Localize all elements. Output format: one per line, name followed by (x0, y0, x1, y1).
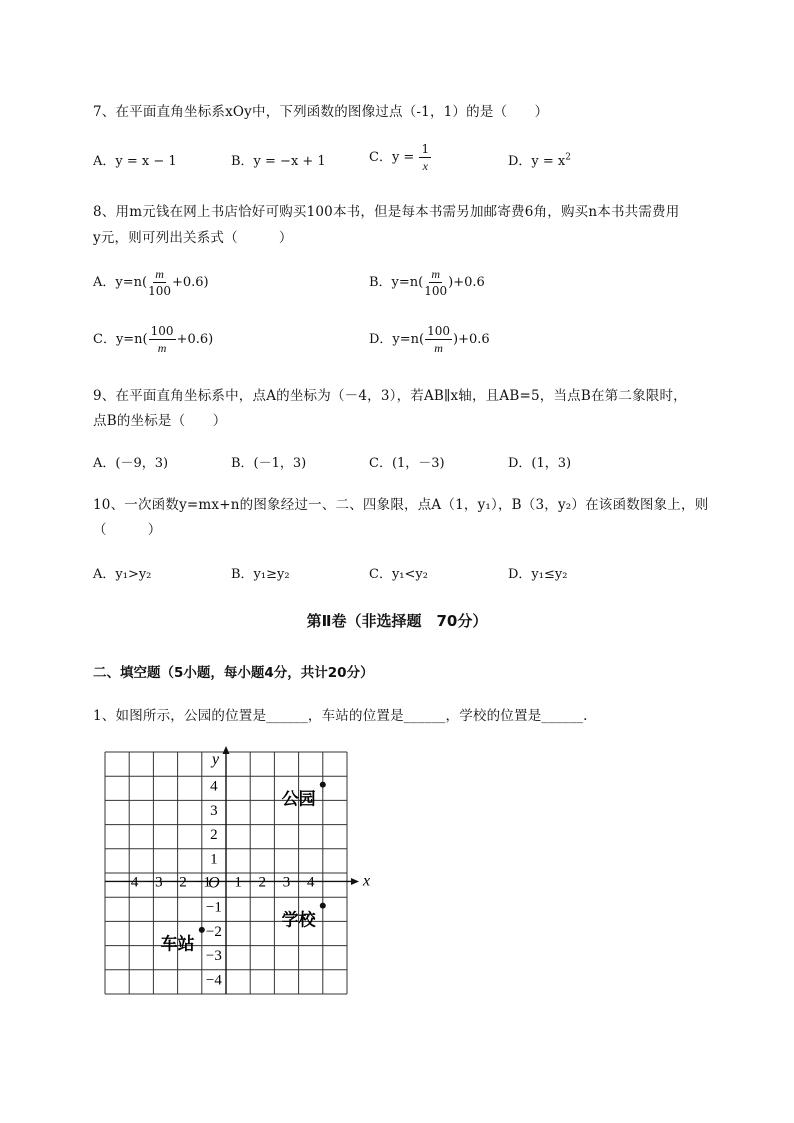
q8-c-post: +0.6) (176, 332, 214, 347)
fraction-numerator: 1 (421, 142, 430, 156)
coordinate-grid-figure (95, 745, 370, 1005)
q8-option-b (369, 268, 485, 297)
q7-stem: 7、在平面直角坐标系xOy中，下列函数的图像过点（-1，1）的是（ ） (93, 104, 549, 120)
fraction-denominator: m (434, 341, 443, 355)
place-point (320, 782, 326, 788)
q10-stem-line2: （ ） (93, 522, 162, 538)
origin-label: O (208, 874, 220, 892)
fraction-denominator: m (157, 341, 167, 355)
q7-option-c-fraction (419, 143, 431, 172)
y-tick-label: 4 (210, 778, 218, 795)
place-label: 车站 (160, 934, 195, 955)
q8-option-a (93, 268, 209, 297)
q8-d-fraction (425, 325, 452, 354)
q7-option-c-prefix: C．y = (369, 150, 415, 165)
q9-option-c: C．(1，－3) (369, 456, 445, 471)
q9-option-d: D．(1，3) (508, 456, 572, 471)
fraction-denominator: x (422, 159, 428, 173)
place-markers (161, 782, 326, 955)
q8-c-fraction (149, 325, 176, 354)
q9-stem-line1: 9、在平面直角坐标系中，点A的坐标为（－4，3），若AB∥x轴，且AB=5，当点B在第二象限时， (93, 388, 687, 404)
x-tick-label: 2 (258, 874, 267, 891)
fraction-denominator: 100 (148, 284, 171, 298)
q9-stem-line2: 点B的坐标是（ ） (93, 413, 227, 429)
fraction-numerator: m (155, 267, 164, 281)
q8-stem-line1: 8、用m元钱在网上书店恰好可购买100本书，但是每本书需另加邮寄费6角，购买n本书共需费用 (93, 204, 680, 220)
q8-b-fraction (424, 268, 447, 297)
q8-b-pre: B．y=n( (369, 275, 424, 290)
q7-option-c (369, 143, 432, 172)
q10-option-a: A．y₁>y₂ (93, 567, 152, 582)
q10-option-d: D．y₁≤y₂ (508, 567, 568, 582)
fill-question-1: 1、如图所示，公园的位置是______，车站的位置是______，学校的位置是______. (93, 708, 588, 724)
x-tick-label: −2 (170, 874, 187, 891)
y-tick-label: −2 (205, 923, 222, 940)
q8-a-pre: A．y=n( (93, 275, 148, 290)
axes (105, 746, 370, 994)
q7-option-d-text: D．y = x (508, 154, 566, 169)
place-label: 学校 (281, 910, 316, 931)
x-tick-label: 3 (282, 874, 291, 891)
q8-option-c (93, 325, 213, 354)
x-axis-arrow-icon (351, 878, 359, 885)
q8-stem-line2: y元，则可列出关系式（ ） (93, 230, 293, 246)
x-tick-label: 4 (306, 874, 315, 891)
fraction-numerator: 100 (427, 324, 451, 338)
y-tick-label: 2 (210, 827, 218, 844)
y-tick-label: −4 (205, 972, 222, 989)
section-title: 第Ⅱ卷（非选择题 70分） (306, 612, 488, 630)
tick-labels (122, 779, 315, 989)
place-point (199, 927, 205, 933)
q8-d-post: )+0.6 (453, 332, 490, 347)
y-axis-arrow-icon (223, 746, 230, 754)
q8-option-d (369, 325, 490, 354)
q8-c-pre: C．y=n( (93, 332, 148, 347)
q8-d-pre: D．y=n( (369, 332, 425, 347)
q7-option-d-exponent: 2 (565, 152, 571, 163)
q10-option-c: C．y₁<y₂ (369, 567, 428, 582)
x-tick-label: 1 (234, 874, 242, 891)
y-tick-label: −3 (205, 948, 222, 965)
q7-option-b: B．y = −x + 1 (231, 154, 326, 169)
place-point (320, 903, 326, 909)
x-tick-label: −1 (195, 874, 211, 891)
q10-stem-line1: 10、一次函数y=mx+n的图象经过一、二、四象限，点A（1，y₁），B（3，y₂）在该函数图象上，则 (93, 497, 709, 513)
q7-option-d (508, 150, 571, 169)
y-axis-label: y (212, 751, 220, 768)
q7-option-a: A．y = x − 1 (93, 154, 177, 169)
fraction-numerator: m (431, 267, 441, 281)
q10-option-b: B．y₁≥y₂ (231, 567, 290, 582)
q9-option-a: A．(－9，3) (93, 456, 169, 471)
y-tick-label: 3 (210, 802, 218, 819)
x-axis-label: x (363, 872, 370, 890)
q8-a-post: +0.6) (171, 275, 209, 290)
q8-a-fraction (148, 268, 171, 297)
fraction-numerator: 100 (150, 324, 174, 338)
x-tick-label: −4 (122, 874, 139, 891)
fraction-denominator: 100 (424, 284, 448, 298)
subsection-title: 二、填空题（5小题，每小题4分，共计20分） (93, 665, 374, 681)
q9-option-b: B．(－1，3) (231, 456, 307, 471)
y-tick-label: −1 (205, 899, 222, 916)
x-tick-label: −3 (146, 874, 163, 891)
y-tick-label: 1 (210, 851, 218, 868)
q8-b-post: )+0.6 (448, 275, 485, 290)
place-label: 公园 (281, 789, 316, 810)
